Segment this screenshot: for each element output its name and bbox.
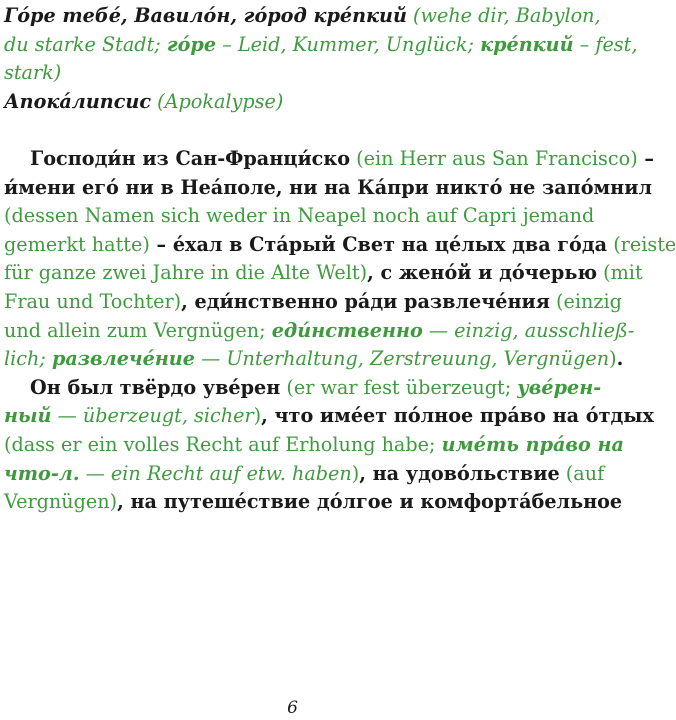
russian-text: , на удовóльствие	[359, 461, 560, 485]
german-gloss: )	[253, 404, 262, 428]
german-gloss: еди́нственно	[271, 318, 423, 342]
page-number: 6	[287, 698, 298, 718]
text-line	[4, 345, 624, 374]
german-gloss: ный	[4, 404, 52, 428]
russian-text: –	[637, 146, 654, 170]
russian-text: , еди́нственно рáди развлечéния	[181, 289, 550, 313]
text-line	[4, 259, 643, 288]
russian-text: Апокáлипсис	[4, 89, 152, 113]
german-gloss: (einzig	[549, 289, 622, 313]
text-line	[4, 231, 676, 260]
german-gloss: развлечéние	[51, 347, 195, 371]
text-line	[4, 402, 654, 431]
german-gloss: stark)	[4, 61, 62, 85]
german-gloss: lich;	[4, 347, 52, 371]
german-gloss: (Apokalypse)	[151, 89, 284, 113]
text-line	[4, 460, 605, 489]
text-line	[4, 59, 581, 88]
text-line	[4, 202, 595, 231]
german-gloss: )	[609, 347, 617, 371]
russian-text: Он был твёрдо увéрен	[30, 375, 281, 399]
russian-text: , на путешéствие дóлгое и комфортáбельное	[117, 490, 623, 514]
german-gloss: (dessen Namen sich weder in Neapel noch auf Capri jemand	[4, 204, 595, 228]
german-gloss: – fest,	[573, 32, 638, 56]
german-gloss: гóре	[166, 32, 217, 56]
german-gloss: für ganze zwei Jahre in die Alte Welt)	[4, 261, 368, 285]
text-line	[4, 88, 581, 117]
text-line	[4, 374, 602, 403]
russian-text: Гóре тебé, Вавилóн, гóрод крéпкий	[4, 4, 407, 27]
german-gloss: (auf	[559, 461, 605, 485]
text-line	[4, 2, 601, 31]
german-gloss: Frau und Tochter)	[4, 289, 182, 313]
text-line	[4, 317, 635, 346]
german-gloss: имéть прáво на	[441, 432, 624, 456]
text-line	[4, 288, 622, 317]
page-text	[4, 2, 676, 517]
german-gloss: (reiste	[607, 232, 676, 256]
german-gloss: (ein Herr aus San Francisco)	[350, 146, 638, 170]
text-line	[4, 431, 624, 460]
german-gloss: — ein Recht auf etw. haben	[79, 461, 352, 485]
german-gloss: (er war fest überzeugt;	[280, 375, 518, 399]
text-line	[4, 145, 654, 174]
german-gloss: (wehe dir, Babylon,	[406, 4, 601, 27]
russian-text: .	[616, 347, 624, 371]
paragraph-gap	[4, 116, 581, 145]
german-gloss: — Unterhaltung, Zerstreuung, Vergnügen	[194, 347, 610, 371]
german-gloss: Vergnügen)	[4, 490, 118, 514]
german-gloss: und allein zum Vergnügen;	[4, 318, 272, 342]
german-gloss: — einzig, ausschließ-	[422, 318, 635, 342]
german-gloss: (dass er ein volles Recht auf Erholung habe;	[4, 432, 442, 456]
german-gloss: что-л.	[4, 461, 80, 485]
german-gloss: (mit	[597, 261, 643, 285]
russian-text: , с женóй и дóчерью	[367, 261, 598, 285]
text-line	[4, 488, 623, 517]
text-line	[4, 31, 638, 60]
russian-text: , что имéет пóлное прáво на óтдых	[261, 404, 654, 428]
russian-text: – éхал в Стáрый Свет на цéлых два гóда	[149, 232, 608, 256]
german-gloss: — überzeugt, sicher	[51, 404, 254, 428]
german-gloss: – Leid, Kummer, Unglück;	[216, 32, 481, 56]
german-gloss: du starke Stadt;	[4, 32, 167, 56]
german-gloss: )	[351, 461, 360, 485]
russian-text: Господи́н из Сан-Франци́ско	[30, 146, 351, 170]
german-gloss: увéрен-	[517, 375, 602, 399]
german-gloss: крéпкий	[480, 32, 574, 56]
russian-text: и́мени егó ни в Неáполе, ни на Кáпри никтó не запóмнил	[4, 175, 652, 199]
german-gloss: gemerkt hatte)	[4, 232, 150, 256]
text-line	[4, 174, 652, 203]
